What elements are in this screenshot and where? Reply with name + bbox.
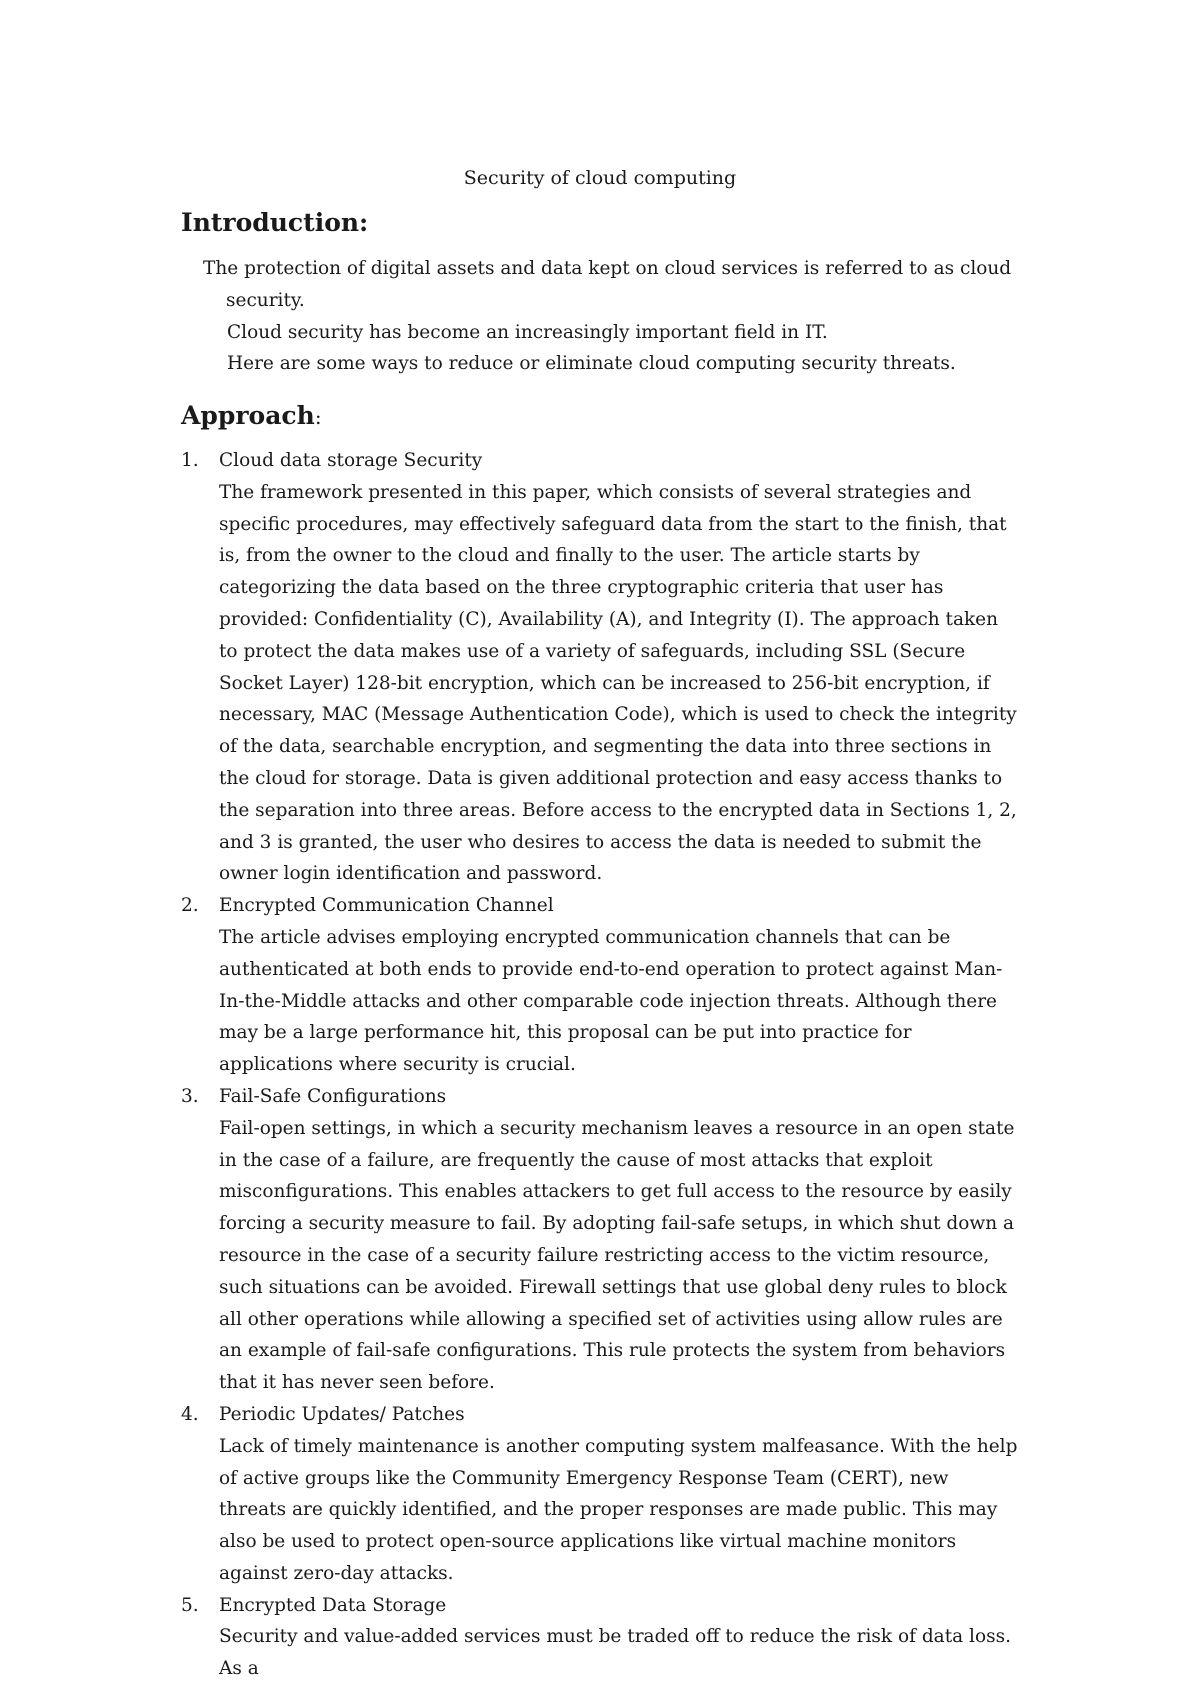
approach-item-4 [181,1399,1021,1590]
approach-heading [181,398,322,435]
approach-item-body: The framework presented in this paper, which consists of several strategies and specific procedures, may effectively safeguard data from the start to the finish, that is, from the owner to the cloud and finally to the user. The article starts by categorizing the data based on the three cryptographic criteria that user has provided: Confidentiality (C), Availability (A), and Integrity (I). The approach taken to protect the data makes use of a variety of safeguards, including SSL (Secure Socket Layer) 128-bit encryption, which can be increased to 256-bit encryption, if necessary, MAC (Message Authentication Code), which is used to check the integrity of the data, searchable encryption, and segmenting the data into three sections in the cloud for storage. Data is given additional protection and easy access thanks to the separation into three areas. Before access to the encrypted data in Sections 1, 2, and 3 is granted, the user who desires to access the data is needed to submit the owner login identification and password. [219,481,1017,885]
approach-item-title: Encrypted Communication Channel [219,895,554,917]
list-number: 3. [181,1085,199,1107]
introduction-body [203,253,1023,380]
approach-item-title: Encrypted Data Storage [219,1594,447,1616]
approach-item-body: Lack of timely maintenance is another computing system malfeasance. With the help of active groups like the Community Emergency Response Team (CERT), new threats are quickly identified, and the proper responses are made public. This may also be used to protect open-source applications like virtual machine monitors against zero-day attacks. [219,1435,1018,1584]
approach-heading-text: Approach [181,401,315,430]
approach-item-body: The article advises employing encrypted communication channels that can be authenticated at both ends to provide end-to-end operation to protect against Man-In-the-Middle attacks and other comparable code injection threats. Although there may be a large performance hit, this proposal can be put into practice for applications where security is crucial. [219,926,1003,1076]
approach-item-1 [181,445,1021,890]
approach-item-title: Cloud data storage Security [219,450,483,471]
approach-list [181,445,1021,1685]
approach-item-title: Periodic Updates/ Patches [219,1403,465,1425]
approach-item-3 [181,1081,1021,1399]
approach-item-5 [181,1590,1021,1685]
approach-item-title: Fail-Safe Configurations [219,1085,447,1107]
list-number: 2. [181,895,199,917]
intro-paragraph-1: The protection of digital assets and data kept on cloud services is referred to as cloud security. [203,258,1012,311]
approach-item-body: Security and value-added services must be traded off to reduce the risk of data loss. As a [219,1626,1011,1680]
list-number: 1. [181,450,199,471]
document-title: Security of cloud computing [463,167,737,189]
intro-paragraph-3: Here are some ways to reduce or eliminate cloud computing security threats. [227,353,956,375]
intro-paragraph-2: Cloud security has become an increasingly important field in IT. [227,321,828,343]
approach-item-2 [181,890,1021,1081]
approach-item-body: Fail-open settings, in which a security mechanism leaves a resource in an open state in the case of a failure, are frequently the cause of most attacks that exploit misconfigurations. This enables attackers to get full access to the resource by easily forcing a security measure to fail. By adopting fail-safe setups, in which shut down a resource in the case of a security failure restricting access to the victim resource, such situations can be avoided. Firewall settings that use global deny rules to block all other operations while allowing a specified set of activities using allow rules are an example of fail-safe configurations. This rule protects the system from behaviors that it has never seen before. [219,1117,1015,1394]
approach-heading-colon: : [314,405,322,429]
list-number: 4. [181,1403,199,1425]
list-number: 5. [181,1594,199,1616]
introduction-heading: Introduction: [181,208,369,237]
